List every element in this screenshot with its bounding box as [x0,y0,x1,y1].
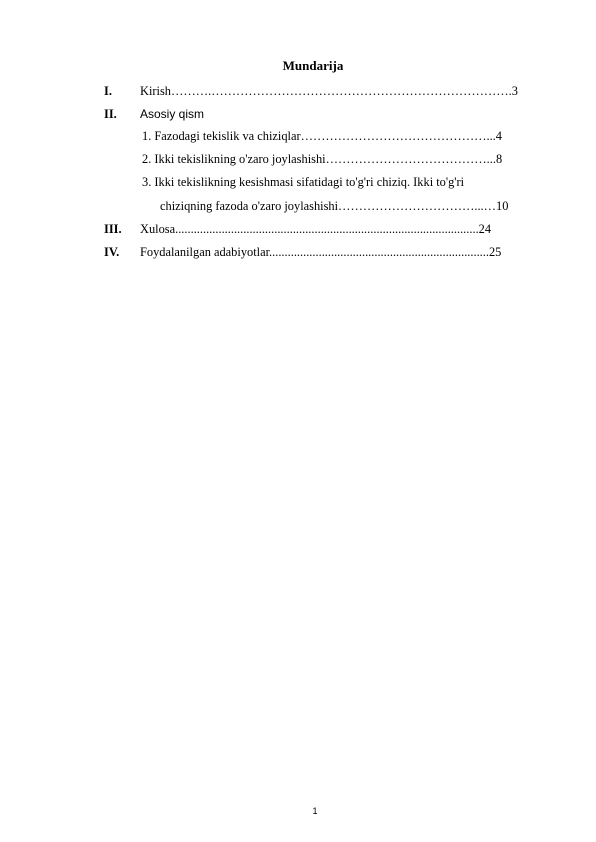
toc-entry-adabiyotlar[interactable]: Foydalanilgan adabiyotlar.......................................................................25 [140,245,502,259]
toc-subentry-1[interactable]: 1. Fazodagi tekislik va chiziqlar………………………………………...4 [142,129,502,143]
section-number-4: IV. [104,245,120,259]
toc-title: Mundarija [282,58,344,73]
section-number-2: II. [104,107,117,121]
toc-subentry-3-continued[interactable]: chiziqning fazoda o'zaro joylashishi……………………………...…10 [160,199,509,213]
toc-entry-kirish[interactable]: Kirish……….……………………………………………………………….3 [140,84,518,98]
toc-entry-asosiy-qism[interactable]: Asosiy qism [140,107,205,121]
toc-subentry-2[interactable]: 2. Ikki tekislikning o'zaro joylashishi…………………………………...8 [142,152,503,166]
toc-entry-xulosa[interactable]: Xulosa..................................................................................................24 [140,222,492,236]
section-number-1: I. [104,84,112,98]
toc-subentry-3[interactable]: 3. Ikki tekislikning kesishmasi sifatidagi to'g'ri chiziq. Ikki to'g'ri [142,175,465,189]
section-number-3: III. [104,222,122,236]
page-number: 1 [312,806,318,816]
